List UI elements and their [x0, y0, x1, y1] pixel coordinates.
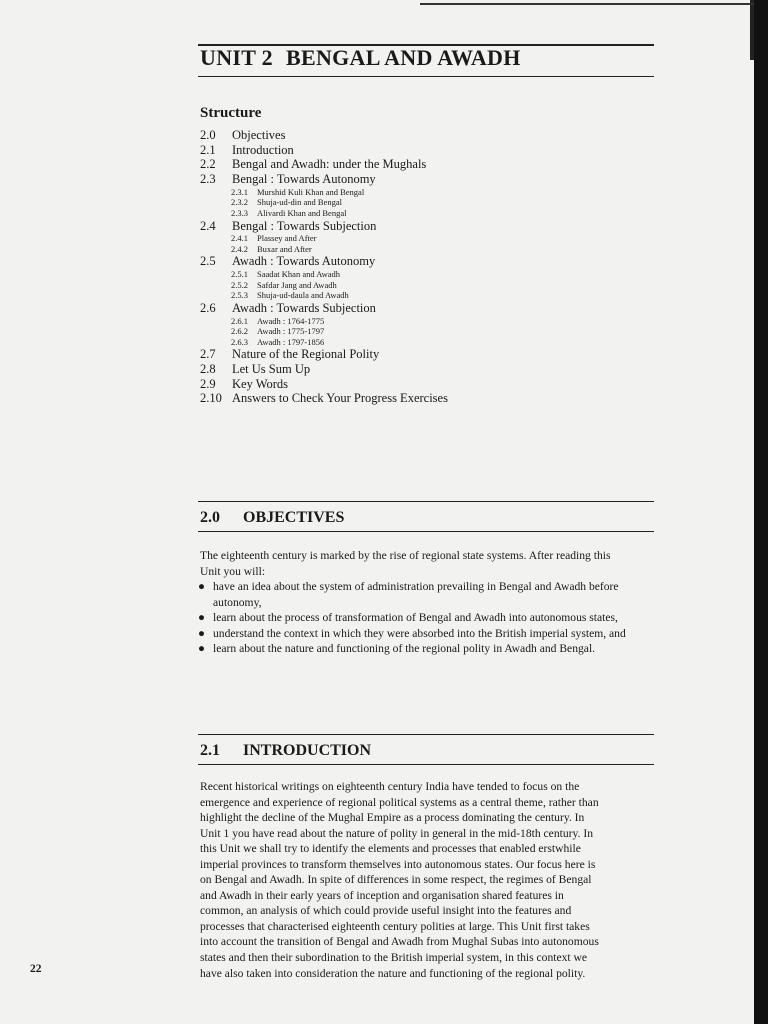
- introduction-line: into account the transition of Bengal and Awadh from Mughal Subas into autonomous: [200, 935, 599, 949]
- toc-entry-number: 2.6.3: [231, 336, 248, 347]
- scan-edge-right-top: [750, 0, 754, 60]
- introduction-rule-top: [198, 734, 654, 735]
- introduction-line: Recent historical writings on eighteenth century India have tended to focus on the: [200, 780, 580, 793]
- scan-top-line: [420, 3, 754, 5]
- toc-entry-label: Introduction: [232, 142, 294, 157]
- toc-subentry: [200, 208, 660, 219]
- bullet-icon: ●: [198, 642, 206, 655]
- objectives-intro: The eighteenth century is marked by the rise of regional state systems. After reading this Unit you will:: [200, 549, 611, 578]
- toc-entry-label: Answers to Check Your Progress Exercises: [232, 391, 448, 406]
- toc-entry: [200, 128, 660, 143]
- toc-entry-number: 2.4.2: [231, 243, 248, 254]
- toc-entry-label: Awadh : 1764-1775: [257, 315, 325, 326]
- introduction-line: imperial provinces to transform themselves into autonomous states. Our focus here is: [200, 857, 596, 871]
- toc-entry-label: Alivardi Khan and Bengal: [257, 207, 347, 218]
- introduction-line: on Bengal and Awadh. In spite of differences in some respect, the regimes of Bengal: [200, 873, 592, 887]
- toc-entry-label: Awadh : Towards Autonomy: [232, 254, 376, 269]
- bullet-icon: ●: [198, 626, 206, 640]
- introduction-line: highlight the decline of the Mughal Empire as a process dominating the century. In: [200, 811, 585, 825]
- toc-entry-number: 2.6.2: [231, 326, 248, 337]
- objective-text: learn about the nature and functioning of the regional polity in Awadh and Bengal.: [213, 642, 596, 655]
- unit-title: [200, 45, 521, 71]
- toc-entry-number: 2.0: [200, 128, 216, 142]
- toc-entry: [200, 347, 660, 362]
- toc-entry: [200, 143, 660, 158]
- introduction-line: have also taken into consideration the nature and functioning of the regional polity.: [200, 966, 586, 980]
- toc-entry-number: 2.7: [200, 347, 216, 362]
- introduction-number: 2.1: [200, 742, 220, 759]
- toc-subentry: [200, 233, 660, 244]
- title-rule-bottom: [198, 76, 654, 77]
- toc-entry-label: Awadh : Towards Subjection: [232, 300, 376, 315]
- toc-entry-label: Shuja-ud-din and Bengal: [257, 197, 342, 208]
- objectives-rule-bottom: [198, 531, 654, 532]
- structure-heading: Structure: [200, 105, 262, 121]
- toc-entry: [200, 362, 660, 377]
- objective-text: understand the context in which they were absorbed into the British imperial system, and: [213, 626, 626, 640]
- toc-subentry: [200, 244, 660, 255]
- introduction-title: INTRODUCTION: [243, 742, 372, 759]
- bullet-icon: ●: [198, 611, 206, 624]
- toc-subentry: [200, 187, 660, 198]
- toc-subentry: [200, 326, 660, 337]
- toc-entry-number: 2.10: [200, 391, 222, 406]
- toc-entry-number: 2.5: [200, 254, 216, 269]
- unit-number: UNIT 2: [200, 45, 273, 70]
- toc-entry-label: Let Us Sum Up: [232, 362, 311, 377]
- toc-entry: [200, 391, 660, 406]
- objectives-list: [198, 579, 658, 657]
- introduction-line: states and then their subordination to the British imperial system, in this context we: [200, 951, 588, 965]
- toc-entry-number: 2.3.2: [231, 197, 248, 208]
- objective-item: [198, 626, 658, 642]
- toc-entry: [200, 172, 660, 187]
- toc-entry-label: Bengal and Awadh: under the Mughals: [232, 157, 427, 172]
- toc-entry-number: 2.6: [200, 300, 216, 315]
- toc-entry-number: 2.4.1: [231, 233, 248, 244]
- scan-edge-right: [754, 0, 768, 1024]
- page-number: 22: [30, 963, 42, 975]
- objectives-title: OBJECTIVES: [243, 509, 345, 526]
- introduction-line: processes that characterised eighteenth century polities at large. This Unit first takes: [200, 919, 590, 933]
- toc-entry-label: Awadh : 1797-1856: [257, 336, 325, 347]
- objectives-heading: [200, 509, 344, 527]
- toc-entry-label: Murshid Kuli Khan and Bengal: [257, 186, 365, 197]
- toc-subentry: [200, 290, 660, 301]
- introduction-line: emergence and experience of regional political systems as a central theme, rather than: [200, 795, 599, 809]
- toc-entry-number: 2.1: [200, 142, 216, 157]
- introduction-line: Unit 1 you have read about the nature of polity in general in the mid-18th century. In: [200, 826, 593, 840]
- introduction-line: common, an analysis of which could provide useful insight into the features and: [200, 904, 572, 918]
- toc-entry-number: 2.6.1: [231, 315, 248, 326]
- toc-entry-label: Awadh : 1775-1797: [257, 326, 325, 337]
- toc-entry-number: 2.8: [200, 362, 216, 377]
- toc-entry-number: 2.9: [200, 376, 216, 391]
- toc-entry-label: Shuja-ud-daula and Awadh: [257, 290, 349, 301]
- toc-entry: [200, 301, 660, 316]
- toc-entry-number: 2.2: [200, 157, 216, 172]
- toc-entry-label: Safdar Jang and Awadh: [257, 279, 337, 290]
- toc-subentry: [200, 316, 660, 327]
- objectives-number: 2.0: [200, 509, 220, 526]
- toc-entry-number: 2.5.2: [231, 279, 248, 290]
- bullet-icon: ●: [198, 580, 206, 593]
- objective-text: have an idea about the system of administration prevailing in Bengal and Awadh before autonomy,: [213, 580, 619, 609]
- toc-entry-number: 2.4: [200, 218, 216, 233]
- toc-entry-number: 2.3.1: [231, 186, 248, 197]
- toc-subentry: [200, 197, 660, 208]
- objective-item: [198, 610, 658, 626]
- toc-entry-label: Nature of the Regional Polity: [232, 347, 380, 362]
- objective-item: [198, 641, 658, 657]
- objective-text: learn about the process of transformation of Bengal and Awadh into autonomous states,: [213, 611, 618, 624]
- introduction-line: and Awadh in their early years of inception and organisation shared features in: [200, 888, 564, 902]
- table-of-contents: [200, 128, 660, 406]
- toc-entry: [200, 219, 660, 234]
- toc-entry-number: 2.3: [200, 172, 216, 187]
- toc-entry-label: Bengal : Towards Subjection: [232, 218, 377, 233]
- toc-entry-number: 2.5.1: [231, 269, 248, 280]
- toc-entry-label: Objectives: [232, 128, 286, 142]
- toc-entry-label: Saadat Khan and Awadh: [257, 269, 341, 280]
- toc-entry-label: Plassey and After: [257, 233, 317, 244]
- toc-entry: [200, 254, 660, 269]
- toc-subentry: [200, 337, 660, 348]
- introduction-body: [200, 779, 655, 981]
- toc-entry-label: Bengal : Towards Autonomy: [232, 172, 376, 187]
- introduction-line: this Unit we shall try to identify the elements and processes that enabled erstwhile: [200, 842, 581, 856]
- toc-entry: [200, 377, 660, 392]
- introduction-heading: [200, 742, 371, 760]
- toc-entry-label: Key Words: [232, 376, 289, 391]
- toc-subentry: [200, 269, 660, 280]
- objectives-rule-top: [198, 501, 654, 502]
- objective-item: [198, 579, 658, 610]
- toc-entry-number: 2.3.3: [231, 207, 248, 218]
- toc-entry-label: Buxar and After: [257, 243, 312, 254]
- toc-subentry: [200, 280, 660, 291]
- unit-name: BENGAL AND AWADH: [286, 45, 521, 70]
- toc-entry: [200, 157, 660, 172]
- introduction-rule-bottom: [198, 764, 654, 765]
- toc-entry-number: 2.5.3: [231, 290, 248, 301]
